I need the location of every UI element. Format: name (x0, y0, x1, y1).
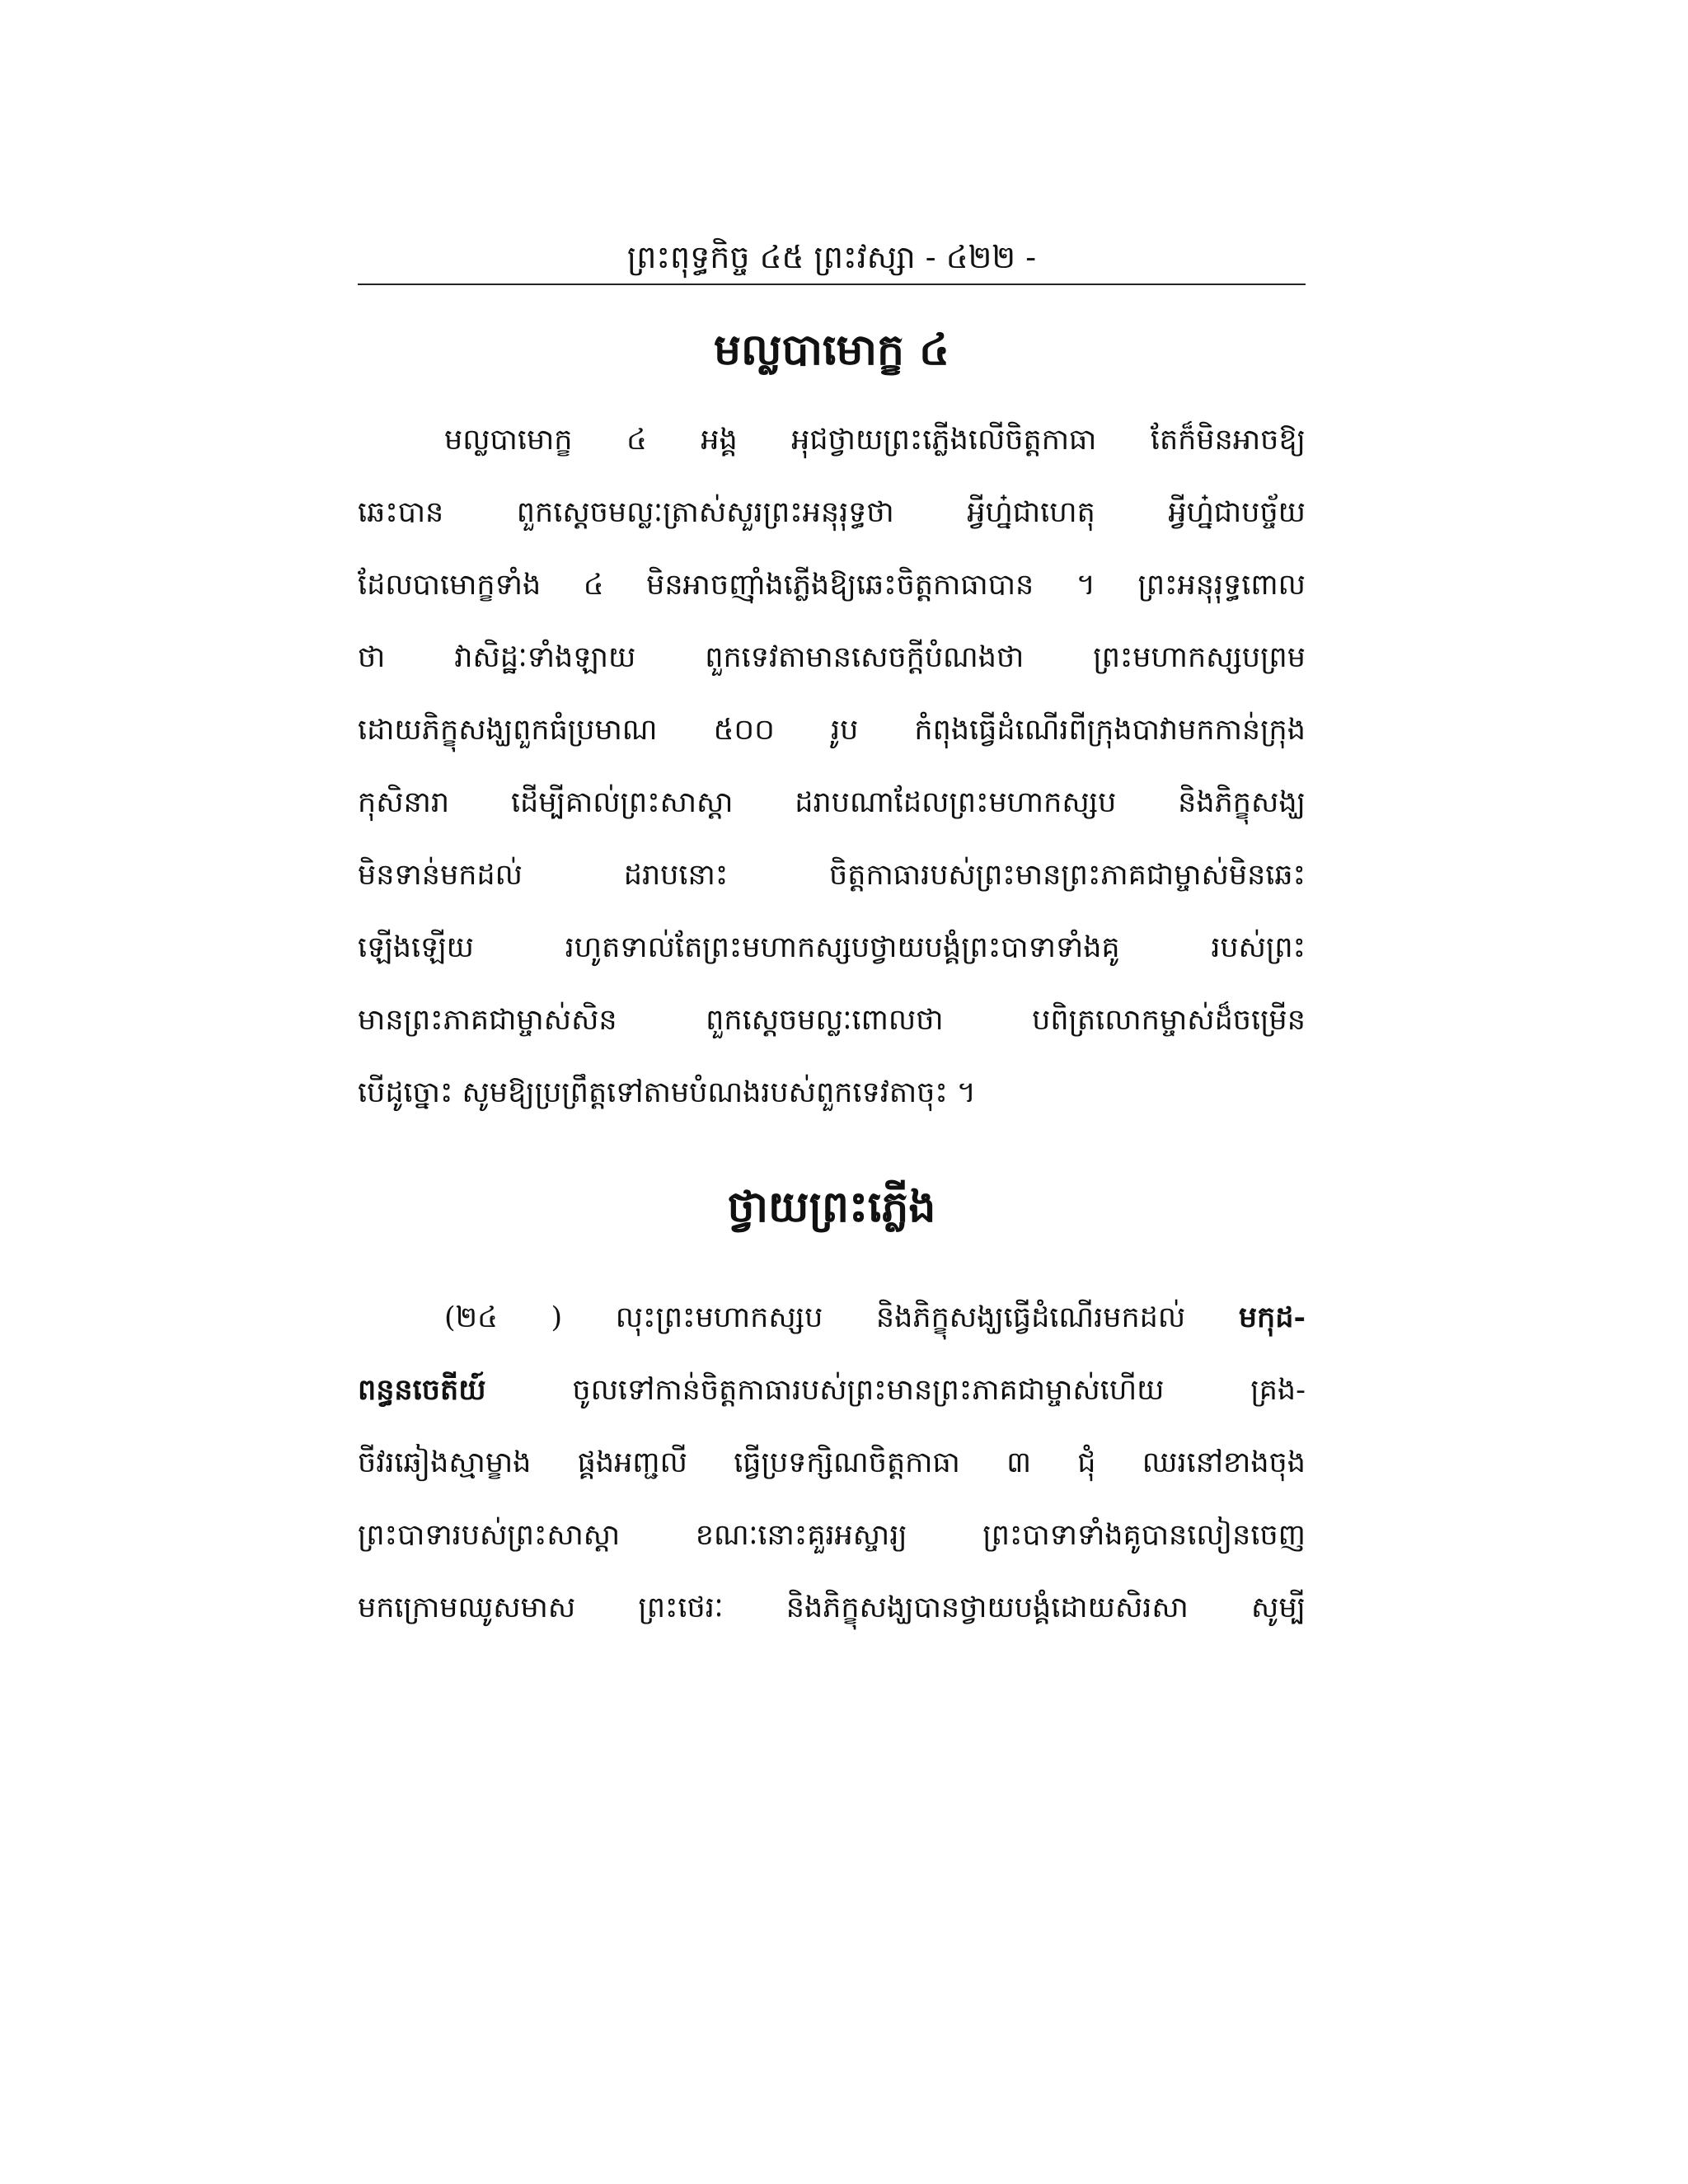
body-line: ឆេះបាន ពួកស្តេចមល្លៈត្រាស់សួរព្រះអនុរុទ្ធថា អ្វីហ្ន៎ជាហេតុ អ្វីហ្ន៎ជាបច្ច័យ (358, 496, 1306, 529)
section-body-offering-fire (358, 1282, 1306, 1644)
running-header: ព្រះពុទ្ធកិច្ច ៤៥ ព្រះវស្សា - ៤២២ - (626, 239, 1037, 275)
body-line: ដែលបាមោក្ខទាំង ៤ មិនអាចញ៉ាំងភ្លើងឱ្យឆេះចិត្តកាធាបាន ។ ព្រះអនុរុទ្ធពោល (358, 569, 1306, 602)
section-title-mallapamokkha: មល្លបាមោក្ខ ៤ (714, 325, 950, 375)
place-name-bold: ពន្ធនចេតីយ៍ (358, 1373, 486, 1407)
body-line: ព្រះបាទារបស់ព្រះសាស្តា ខណៈនោះគួរអស្ចារ្យ ព្រះបាទាទាំងគូបានលៀនចេញ (358, 1519, 1306, 1552)
body-line: ដោយភិក្ខុសង្ឃពួកធំប្រមាណ ៥០០ រូប កំពុងធ្វើដំណើរពីក្រុងបាវាមកកាន់ក្រុង (358, 714, 1306, 747)
paragraph-text: ចូលទៅកាន់ចិត្តកាធារបស់ព្រះមានព្រះភាគជាម្ចាស់ហើយ គ្រង- (572, 1374, 1306, 1407)
section-body-mallapamokkha (358, 404, 1306, 1129)
body-line: មិនទាន់មកដល់ ដរាបនោះ ចិត្តកាធារបស់ព្រះមានព្រះភាគជាម្ចាស់មិនឆេះ (358, 859, 1306, 892)
body-line: ថា វាសិដ្ឋៈទាំងឡាយ ពួកទេវតាមានសេចក្តីបំណងថា ព្រះមហាកស្សបព្រម (358, 641, 1306, 674)
body-line: មល្លបាមោក្ខ ៤ អង្គ អុជថ្វាយព្រះភ្លើងលើចិត្តកាធា តែក៏មិនអាចឱ្យ (444, 424, 1306, 457)
place-name-bold: មកុដ- (1238, 1301, 1306, 1334)
body-line: កុសិនារា ដើម្បីគាល់ព្រះសាស្តា ដរាបណាដែលព្រះមហាកស្សប និងភិក្ខុសង្ឃ (358, 786, 1306, 819)
body-line: បើដូច្នោះ សូមឱ្យប្រព្រឹត្តទៅតាមបំណងរបស់ពួកទេវតាចុះ ។ (358, 1076, 976, 1109)
header-rule (358, 284, 1306, 285)
body-line: មានព្រះភាគជាម្ចាស់សិន ពួកស្តេចមល្លៈពោលថា បពិត្រលោកម្ចាស់ដ៏ចម្រើន (358, 1004, 1306, 1037)
body-line: មកក្រោមឈូសមាស ព្រះថេរៈ និងភិក្ខុសង្ឃបានថ្វាយបង្គំដោយសិរសា សូម្បី (358, 1591, 1306, 1624)
body-line: ឡើងឡើយ រហូតទាល់តែព្រះមហាកស្សបថ្វាយបង្គំព្រះបាទាទាំងគូ របស់ព្រះ (358, 931, 1306, 964)
body-line (358, 1354, 1306, 1427)
body-line: ចីវរឆៀងស្មាម្ខាង ផ្គងអញ្ជលី ធ្វើប្រទក្សិណចិត្តកាធា ៣ ជុំ ឈរនៅខាងចុង (358, 1446, 1306, 1479)
section-title-offering-fire: ថ្វាយព្រះភ្លើង (727, 1182, 936, 1232)
body-line (358, 1282, 1306, 1354)
paragraph-text: (២៤ ) លុះព្រះមហាកស្សប និងភិក្ខុសង្ឃធ្វើដំណើរមកដល់ (444, 1301, 1186, 1334)
